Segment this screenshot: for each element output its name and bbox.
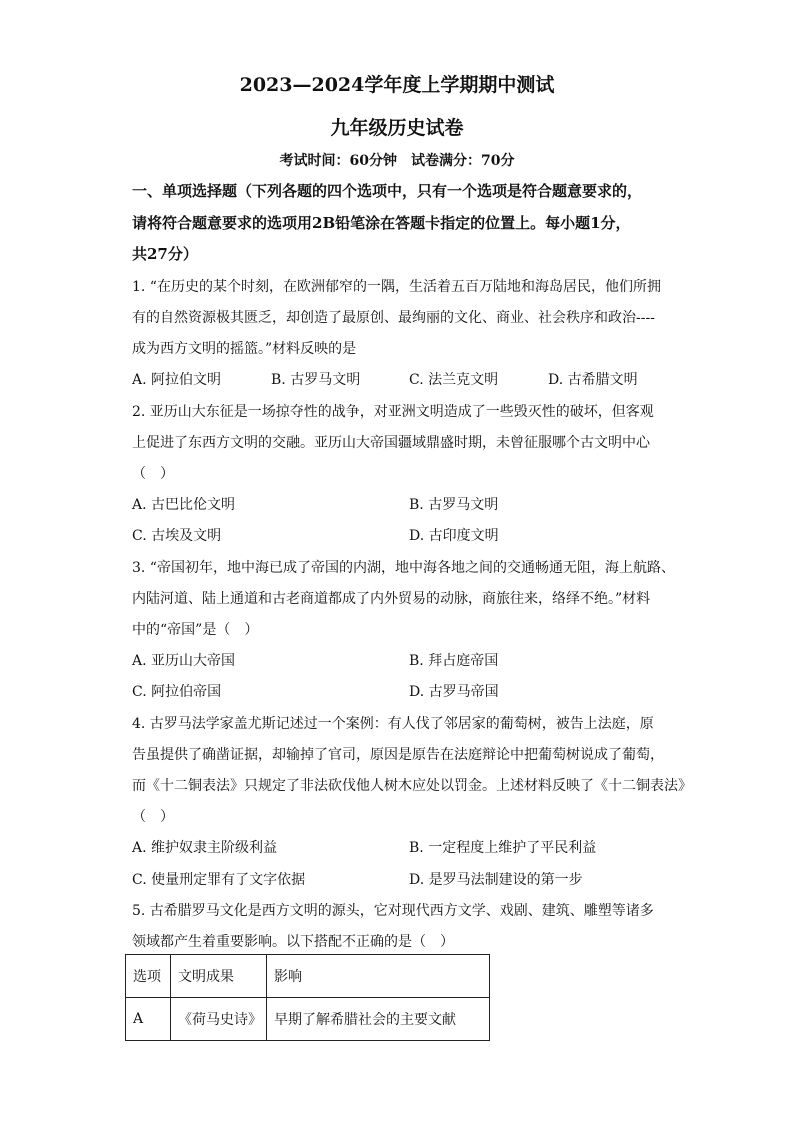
q3-stem-line-1: 3. “帝国初年，地中海已成了帝国的内湖，地中海各地之间的交通畅通无阻，海上航路、: [132, 560, 675, 576]
q5-table: [125, 954, 490, 1041]
q2-option-a: A. 古巴比伦文明: [132, 497, 236, 513]
table-header-cell: 选项: [126, 955, 171, 998]
q3-option-d: D. 古罗马帝国: [409, 684, 499, 700]
q3-option-c: C. 阿拉伯帝国: [132, 684, 222, 700]
q1-stem-line-2: 有的自然资源极其匮乏，却创造了最原创、最绚丽的文化、商业、社会秩序和政治----: [132, 310, 655, 326]
q4-option-b: B. 一定程度上维护了平民利益: [409, 840, 597, 856]
q4-stem-line-3: 而《十二铜表法》只规定了非法砍伐他人树木应处以罚金。上述材料反映了《十二铜表法》: [132, 778, 692, 794]
section-heading-line-2: 请将符合题意要求的选项用2B铅笔涂在答题卡指定的位置上。每小题1分，: [132, 214, 631, 232]
q2-option-b: B. 古罗马文明: [409, 497, 499, 513]
exam-title: 2023—2024学年度上学期期中测试: [239, 74, 555, 96]
q4-option-d: D. 是罗马法制建设的第一步: [409, 872, 583, 888]
q2-option-d: D. 古印度文明: [409, 528, 499, 544]
exam-subtitle: 九年级历史试卷: [330, 117, 464, 139]
exam-meta: 考试时间：60分钟 试卷满分：70分: [279, 153, 515, 169]
q4-option-a: A. 维护奴隶主阶级利益: [132, 840, 278, 856]
table-header-cell: 文明成果: [171, 955, 267, 998]
q1-stem-line-3: 成为西方文明的摇篮。”材料反映的是: [132, 341, 357, 357]
table-header-cell: 影响: [267, 955, 490, 998]
q1-option-a: A. 阿拉伯文明: [132, 372, 222, 388]
q2-option-c: C. 古埃及文明: [132, 528, 222, 544]
q4-stem-line-1: 4. 古罗马法学家盖尤斯记述过一个案例：有人伐了邻居家的葡萄树，被告上法庭，原: [132, 716, 654, 732]
table-header-row: [126, 955, 490, 998]
q3-option-b: B. 拜占庭帝国: [409, 653, 499, 669]
q4-stem-line-2: 告虽提供了确凿证据，却输掉了官司，原因是原告在法庭辩论中把葡萄树说成了葡萄，: [132, 747, 664, 763]
q5-stem-line-2: 领域都产生着重要影响。以下搭配不正确的是（ ）: [132, 934, 454, 950]
q1-option-c: C. 法兰克文明: [409, 372, 499, 388]
table-cell: 早期了解希腊社会的主要文献: [267, 998, 490, 1041]
table-cell: A: [126, 998, 171, 1041]
q4-option-c: C. 使量刑定罪有了文字依据: [132, 872, 306, 888]
q1-stem-line-1: 1. “在历史的某个时刻，在欧洲郁窄的一隅，生活着五百万陆地和海岛居民，他们所拥: [132, 279, 661, 295]
q4-stem-line-4: （ ）: [132, 809, 174, 825]
table-row: [126, 998, 490, 1041]
q3-option-a: A. 亚历山大帝国: [132, 653, 236, 669]
q1-option-b: B. 古罗马文明: [271, 372, 361, 388]
q5-stem-line-1: 5. 古希腊罗马文化是西方文明的源头，它对现代西方文学、戏剧、建筑、雕塑等诸多: [132, 903, 654, 919]
q2-stem-line-3: （ ）: [132, 466, 174, 482]
q3-stem-line-2: 内陆河道、陆上通道和古老商道都成了内外贸易的动脉，商旅往来，络绎不绝。”材料: [132, 591, 651, 607]
section-heading-line-1: 一、单项选择题（下列各题的四个选项中，只有一个选项是符合题意要求的，: [132, 182, 643, 200]
q3-stem-line-3: 中的“帝国”是（ ）: [132, 622, 259, 638]
table-cell: 《荷马史诗》: [171, 998, 267, 1041]
q1-option-d: D. 古希腊文明: [548, 372, 638, 388]
q2-stem-line-1: 2. 亚历山大东征是一场掠夺性的战争，对亚洲文明造成了一些毁灭性的破坏，但客观: [132, 404, 654, 420]
q2-stem-line-2: 上促进了东西方文明的交融。亚历山大帝国疆域鼎盛时期，未曾征服哪个古文明中心: [132, 435, 650, 451]
section-heading-line-3: 共27分）: [132, 245, 198, 263]
